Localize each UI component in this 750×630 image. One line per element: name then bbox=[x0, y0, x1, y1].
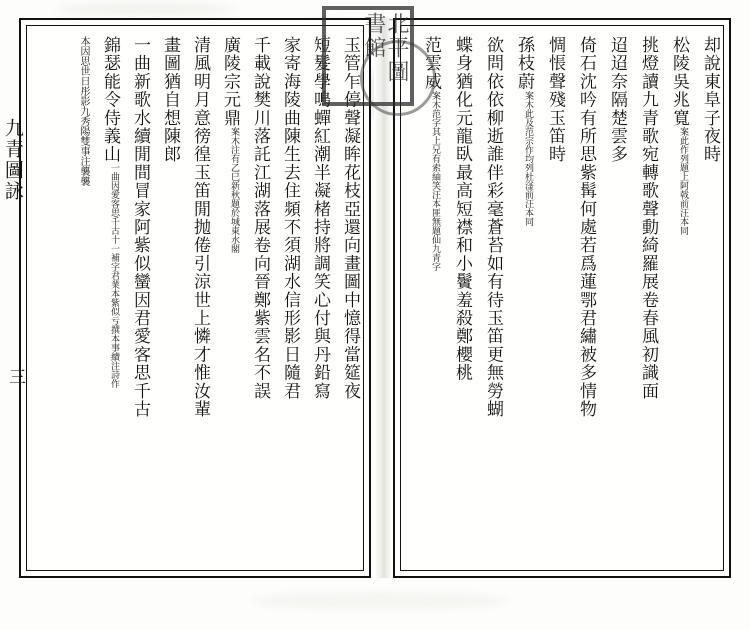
text-column: 千載說樊川落託江湖落展卷向晉鄭紫雲名不誤 bbox=[250, 36, 270, 400]
interlinear-note: 一曲因愛客思千古十一補字君業本紫似亏撰本事續注詩作 bbox=[109, 163, 119, 389]
column-main-text: 錦瑟能令侍義山 bbox=[100, 36, 120, 164]
interlinear-note: 案木注有乙巳新秋題於城東水閣 bbox=[229, 127, 239, 253]
page-title: 九青圖詠 bbox=[1, 118, 24, 202]
paper-stain bbox=[55, 2, 235, 16]
text-column: 玉管乍停聲凝眸花枝亞還向畫圖中憶得當筵夜 bbox=[340, 36, 360, 400]
text-column bbox=[90, 34, 119, 566]
left-page-leaf bbox=[19, 18, 371, 578]
interlinear-note: 本因思世日彤影九秀陽雙事注襲襲 bbox=[78, 36, 89, 186]
text-column: 一曲新歌水續閒間冒家阿紫似蠻因君愛客思千古 bbox=[130, 36, 150, 419]
text-column: 惆悵聲殘玉笛時 bbox=[545, 36, 565, 164]
interlinear-note: 案木此及范宗作均列杜滏前汪本同 bbox=[523, 90, 533, 226]
text-column: 家寄海陵曲陳生去住頻不須湖水信形影日隨君 bbox=[280, 36, 300, 400]
text-column: 清風明月意徬徨玉笛閒抛倦引涼世上憐才惟汝輩 bbox=[190, 36, 210, 419]
book-title-margin bbox=[0, 18, 26, 578]
round-seal-icon bbox=[360, 40, 436, 116]
column-main-text: 孫枝蔚 bbox=[514, 36, 534, 91]
left-page-columns bbox=[31, 34, 359, 566]
interlinear-note: 案木范字其上兄有索紬笑汪本匪無題仙九青字 bbox=[430, 90, 440, 271]
text-column: 蝶身猶化元龍臥最高短襟和小鬢羞殺鄭櫻桃 bbox=[452, 36, 472, 382]
page-number: 三 bbox=[5, 368, 25, 385]
text-column: 短髮學鳴蟬紅潮半凝楮持將調笑心付與丹鉛寫 bbox=[310, 36, 330, 400]
right-page-leaf bbox=[393, 18, 731, 578]
text-column: 欲問依依柳逝誰伴彩毫蒼苔如有待玉笛更無勞蝴 bbox=[483, 36, 503, 419]
text-column: 却說東阜子夜時 bbox=[700, 36, 720, 164]
interlinear-note: 案此作列題上阿戟前汪本同 bbox=[678, 127, 688, 235]
right-page-columns bbox=[405, 34, 719, 566]
text-column: 畫圖猶自想陳郎 bbox=[160, 36, 180, 164]
text-column: 迢迢奈隔楚雲多 bbox=[607, 36, 627, 164]
column-main-text: 廣陵宗元鼎 bbox=[220, 36, 240, 127]
text-column bbox=[210, 34, 239, 566]
text-column: 挑燈讀九青歌宛轉歌聲動綺羅展卷春風初識面 bbox=[638, 36, 658, 400]
text-column bbox=[658, 34, 688, 566]
text-column bbox=[60, 34, 89, 566]
text-column bbox=[410, 34, 440, 566]
column-main-text: 松陵吳兆寬 bbox=[669, 36, 689, 127]
paper-stain bbox=[250, 592, 510, 610]
column-main-text: 范雲威 bbox=[421, 36, 441, 91]
text-column: 倚石沈吟有所思紫髯何處若爲蓮鄂君繡被多情物 bbox=[576, 36, 596, 419]
seal-text: 北平圖書館 bbox=[360, 12, 409, 84]
text-column bbox=[503, 34, 533, 566]
